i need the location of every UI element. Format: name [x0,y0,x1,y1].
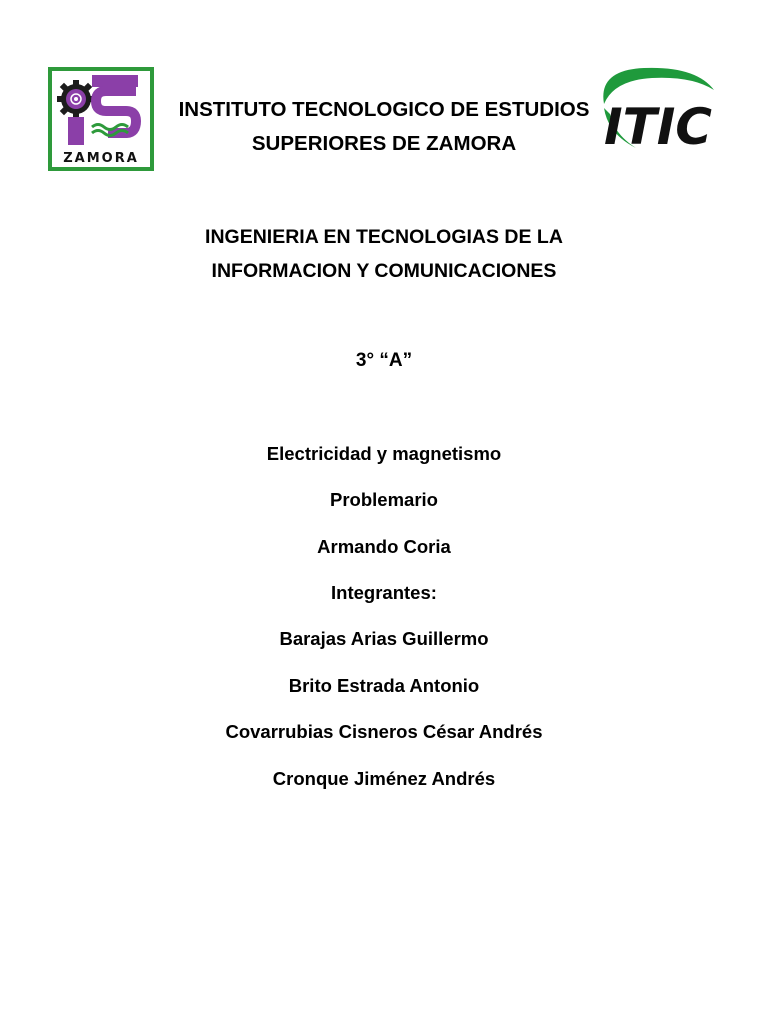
institute-line-1: INSTITUTO TECNOLOGICO DE ESTUDIOS [178,98,590,121]
institute-line-2: SUPERIORES DE ZAMORA [251,132,517,155]
member-3: Covarrubias Cisneros César Andrés [225,721,543,742]
members-heading: Integrantes: [331,582,437,603]
member-4: Cronque Jiménez Andrés [272,768,496,789]
institute-title [150,93,618,161]
teacher-name: Armando Coria [317,536,451,557]
career-title [0,220,768,288]
member-2: Brito Estrada Antonio [288,675,480,696]
logo-itic-text: ITIC [603,98,713,154]
member-1: Barajas Arias Guillermo [279,628,489,649]
logo-zamora-text: ZAMORA [63,151,139,166]
career-line-1: INGENIERIA EN TECNOLOGIAS DE LA [205,226,563,248]
its-zamora-logo [48,67,154,171]
group-label: 3° “A” [355,350,413,371]
document-type: Problemario [330,489,438,510]
subject: Electricidad y magnetismo [266,443,502,464]
career-line-2: INFORMACION Y COMUNICACIONES [211,260,557,282]
